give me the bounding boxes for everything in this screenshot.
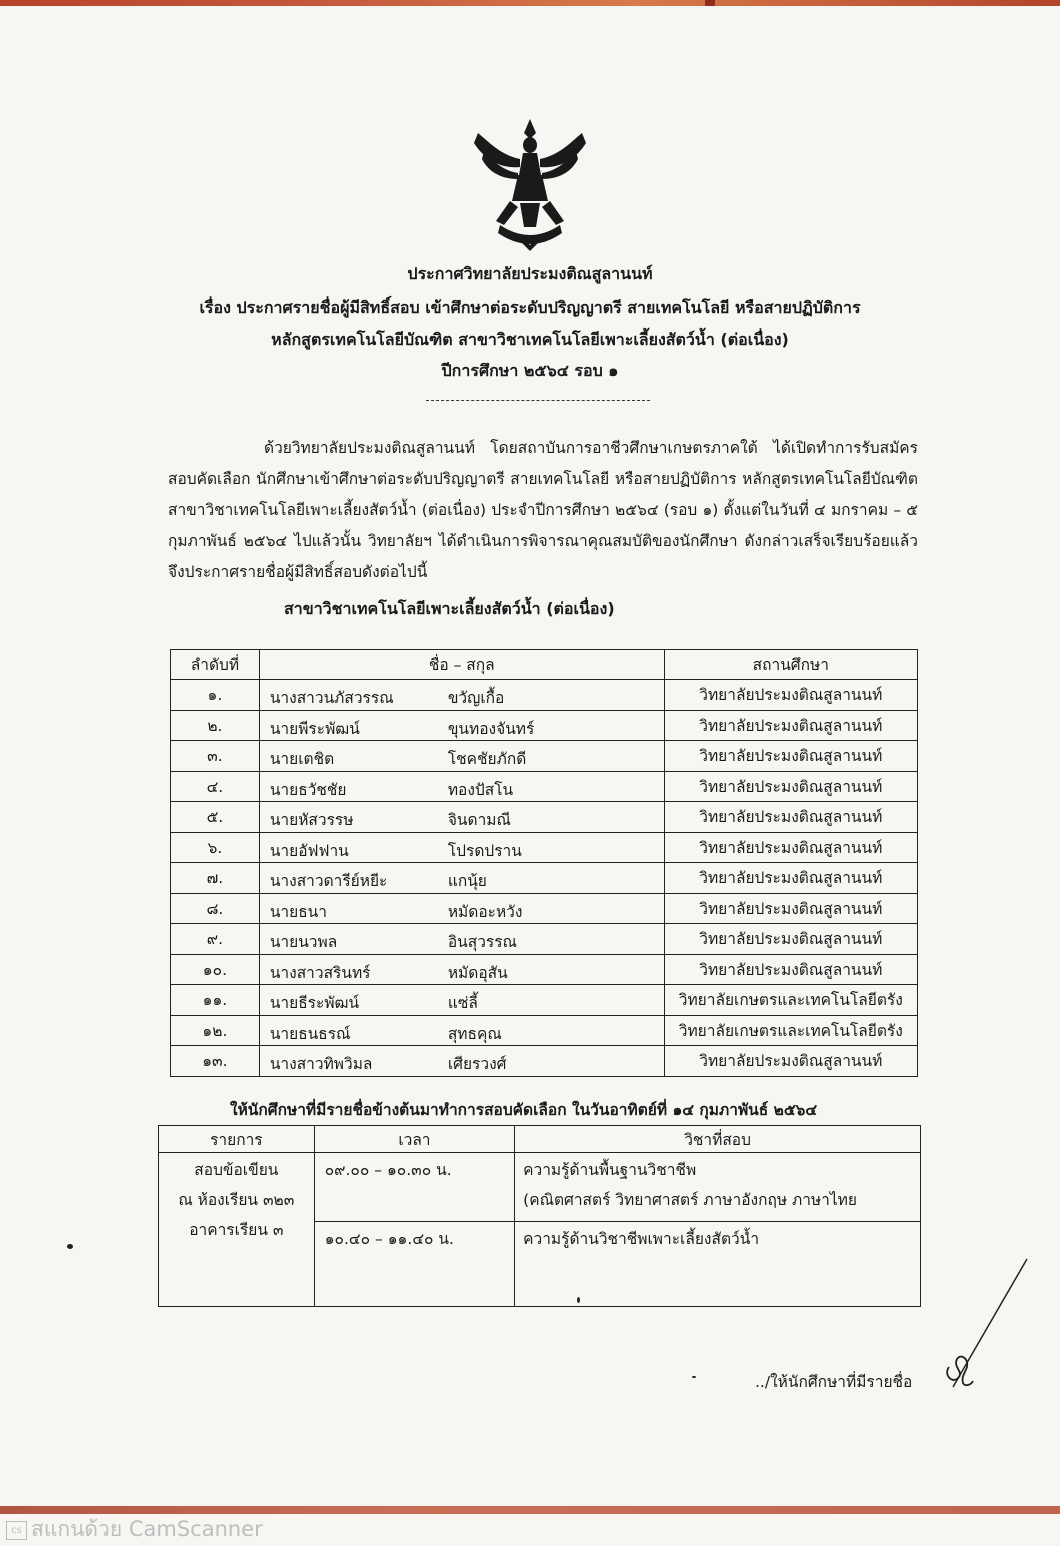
candidate-number: ๘. bbox=[171, 893, 260, 924]
candidate-first-name: นายธีระพัฒน์ bbox=[269, 994, 360, 1012]
candidate-last-name: โปรดปราน bbox=[447, 841, 522, 860]
candidate-row bbox=[171, 893, 918, 924]
exam-instruction: ให้นักศึกษาที่มีรายชื่อข้างต้นมาทำการสอบคัดเลือก ในวันอาทิตย์ที่ ๑๔ กุมภาพันธ์ ๒๕๖๔ bbox=[230, 1101, 818, 1119]
candidate-last-name: เศียรวงศ์ bbox=[447, 1055, 507, 1073]
candidate-first-name: นางสาวสรินทร์ bbox=[269, 963, 371, 982]
signature-mark bbox=[935, 1255, 1035, 1395]
exam-header-row bbox=[159, 1126, 921, 1153]
candidate-number: ๓. bbox=[171, 741, 260, 772]
candidate-first-name: นายธนธรณ์ bbox=[269, 1024, 351, 1043]
exam-item-building: อาคารเรียน ๓ bbox=[189, 1221, 284, 1239]
candidate-row bbox=[171, 741, 918, 772]
col-header-number: ลำดับที่ bbox=[171, 650, 260, 680]
candidate-row bbox=[171, 680, 918, 711]
candidate-number: ๔. bbox=[171, 771, 260, 802]
candidate-school: วิทยาลัยประมงติณสูลานนท์ bbox=[664, 832, 917, 863]
camscanner-logo: cs bbox=[6, 1521, 27, 1540]
candidate-school: วิทยาลัยเกษตรและเทคโนโลยีตรัง bbox=[664, 1015, 917, 1046]
speck bbox=[577, 1297, 580, 1303]
candidate-row bbox=[171, 1015, 918, 1046]
candidate-row bbox=[171, 771, 918, 802]
candidate-school: วิทยาลัยประมงติณสูลานนท์ bbox=[664, 924, 917, 955]
col-header-time: เวลา bbox=[314, 1126, 514, 1153]
speck bbox=[67, 1244, 73, 1249]
candidate-row bbox=[171, 1046, 918, 1077]
candidate-name bbox=[259, 680, 664, 711]
candidate-name bbox=[259, 832, 664, 863]
candidate-last-name: แกนุ้ย bbox=[447, 872, 487, 890]
exam-schedule-table bbox=[158, 1125, 921, 1307]
candidate-school: วิทยาลัยประมงติณสูลานนท์ bbox=[664, 710, 917, 741]
candidate-school: วิทยาลัยประมงติณสูลานนท์ bbox=[664, 771, 917, 802]
candidate-school: วิทยาลัยประมงติณสูลานนท์ bbox=[664, 802, 917, 833]
candidate-last-name: อินสุวรรณ bbox=[447, 933, 517, 951]
camscanner-watermark bbox=[6, 1513, 263, 1546]
candidate-row bbox=[171, 802, 918, 833]
candidate-last-name: สุทธคุณ bbox=[447, 1024, 502, 1043]
candidate-number: ๑๒. bbox=[171, 1015, 260, 1046]
candidate-row bbox=[171, 954, 918, 985]
candidate-name bbox=[259, 1015, 664, 1046]
session1-subject-cell bbox=[515, 1153, 921, 1222]
candidate-first-name: นายหัสวรรษ bbox=[269, 811, 354, 829]
candidate-school: วิทยาลัยประมงติณสูลานนท์ bbox=[664, 680, 917, 711]
announcement-year: ปีการศึกษา ๒๕๖๔ รอบ ๑ bbox=[441, 361, 619, 380]
candidate-school: วิทยาลัยเกษตรและเทคโนโลยีตรัง bbox=[664, 985, 917, 1016]
candidate-number: ๒. bbox=[171, 710, 260, 741]
candidate-last-name: ขุนทองจันทร์ bbox=[447, 719, 535, 738]
session2-subject-cell bbox=[515, 1222, 921, 1307]
candidate-last-name: หมัดอุสัน bbox=[447, 963, 508, 982]
session1-subject: ความรู้ด้านพื้นฐานวิชาชีพ bbox=[523, 1161, 697, 1179]
candidate-name bbox=[259, 954, 664, 985]
candidate-last-name: จินดามณี bbox=[447, 811, 511, 829]
candidate-name bbox=[259, 985, 664, 1016]
candidate-first-name: นายธวัชชัย bbox=[269, 780, 347, 799]
session1-subject-detail: (คณิตศาสตร์ วิทยาศาสตร์ ภาษาอังกฤษ ภาษาไทย bbox=[523, 1191, 857, 1209]
candidate-first-name: นายธนา bbox=[269, 902, 327, 921]
candidate-first-name: นางสาวนภัสวรรณ bbox=[269, 689, 394, 707]
paper-tab bbox=[705, 0, 715, 6]
candidate-school: วิทยาลัยประมงติณสูลานนท์ bbox=[664, 893, 917, 924]
candidate-row bbox=[171, 832, 918, 863]
candidate-last-name: แซ่ลี้ bbox=[447, 994, 478, 1012]
candidate-last-name: หมัดอะหวัง bbox=[447, 902, 523, 921]
candidate-name bbox=[259, 1046, 664, 1077]
candidate-row bbox=[171, 863, 918, 894]
candidate-name bbox=[259, 741, 664, 772]
candidate-header-row bbox=[171, 650, 918, 680]
candidate-last-name: โชคชัยภักดี bbox=[447, 750, 527, 768]
exam-session-row bbox=[159, 1153, 921, 1222]
candidate-name bbox=[259, 710, 664, 741]
exam-item-room: ณ ห้องเรียน ๓๒๓ bbox=[178, 1191, 295, 1209]
candidate-number: ๖. bbox=[171, 832, 260, 863]
session1-time-cell bbox=[314, 1153, 514, 1222]
candidate-first-name: นางสาวดารีย์หยีะ bbox=[269, 872, 388, 890]
candidate-school: วิทยาลัยประมงติณสูลานนท์ bbox=[664, 741, 917, 772]
col-header-item: รายการ bbox=[159, 1126, 315, 1153]
speck bbox=[692, 1376, 696, 1378]
candidate-number: ๑๐. bbox=[171, 954, 260, 985]
session1-time: ๐๙.๐๐ – ๑๐.๓๐ น. bbox=[324, 1161, 452, 1179]
candidate-row bbox=[171, 985, 918, 1016]
announcement-title: ประกาศวิทยาลัยประมงติณสูลานนท์ bbox=[407, 264, 653, 283]
continuation-note: ../ให้นักศึกษาที่มีรายชื่อ bbox=[755, 1373, 913, 1391]
col-header-school: สถานศึกษา bbox=[664, 650, 917, 680]
candidate-number: ๙. bbox=[171, 924, 260, 955]
candidate-number: ๗. bbox=[171, 863, 260, 894]
candidate-name bbox=[259, 771, 664, 802]
candidate-school: วิทยาลัยประมงติณสูลานนท์ bbox=[664, 863, 917, 894]
announcement-program: หลักสูตรเทคโนโลยีบัณฑิต สาขาวิชาเทคโนโลยีเพาะเลี้ยงสัตว์น้ำ (ต่อเนื่อง) bbox=[271, 330, 789, 349]
header-dashed-divider bbox=[426, 400, 650, 401]
camscanner-text: สแกนด้วย CamScanner bbox=[31, 1517, 263, 1541]
announcement-subject: เรื่อง ประกาศรายชื่อผู้มีสิทธิ์สอบ เข้าศึกษาต่อระดับปริญญาตรี สายเทคโนโลยี หรือสายปฏิบัติการ bbox=[199, 298, 861, 317]
intro-paragraph: ด้วยวิทยาลัยประมงติณสูลานนท์ โดยสถาบันการอาชีวศึกษาเกษตรภาคใต้ ได้เปิดทำการรับสมัครสอบคัดเลือก นักศึกษาเข้าศึกษาต่อระดับปริญญาตรี สายเทคโนโลยี หรือสายปฏิบัติการ หลักสูตรเทคโนโลยีบัณฑิต สาขาวิชาเทคโนโลยีเพาะเลี้ยงสัตว์น้ำ (ต่อเนื่อง) ประจำปีการศึกษา ๒๕๖๔ (รอบ ๑) ตั้งแต่ในวันที่ ๔ มกราคม – ๕ กุมภาพันธ์ ๒๕๖๔ ไปแล้วนั้น วิทยาลัยฯ ได้ดำเนินการพิจารณาคุณสมบัติของนักศึกษา ดังกล่าวเสร็จเรียบร้อยแล้ว จึงประกาศรายชื่อผู้มีสิทธิ์สอบดังต่อไปนี้ bbox=[168, 439, 918, 581]
candidate-table bbox=[170, 649, 918, 1077]
candidate-row bbox=[171, 710, 918, 741]
session2-time: ๑๐.๔๐ – ๑๑.๔๐ น. bbox=[324, 1230, 454, 1248]
candidate-first-name: นายอัฟฟาน bbox=[269, 841, 349, 860]
candidate-first-name: นางสาวทิพวิมล bbox=[269, 1055, 373, 1073]
candidate-name bbox=[259, 802, 664, 833]
col-header-name: ชื่อ – สกุล bbox=[259, 650, 664, 680]
garuda-emblem bbox=[470, 115, 590, 255]
candidate-number: ๑๑. bbox=[171, 985, 260, 1016]
candidate-row bbox=[171, 924, 918, 955]
candidate-name bbox=[259, 893, 664, 924]
candidate-number: ๑๓. bbox=[171, 1046, 260, 1077]
session2-time-cell bbox=[314, 1222, 514, 1307]
candidate-first-name: นายพีระพัฒน์ bbox=[269, 719, 360, 738]
candidate-last-name: ขวัญเกื้อ bbox=[447, 689, 505, 707]
candidate-rows bbox=[171, 680, 918, 1077]
candidate-first-name: นายนวพล bbox=[269, 933, 338, 951]
session2-subject: ความรู้ด้านวิชาชีพเพาะเลี้ยงสัตว์น้ำ bbox=[523, 1230, 760, 1248]
candidate-name bbox=[259, 863, 664, 894]
candidate-last-name: ทองปัสโน bbox=[447, 780, 514, 799]
candidate-first-name: นายเตชิต bbox=[269, 750, 335, 768]
exam-item-type: สอบข้อเขียน bbox=[194, 1161, 279, 1179]
candidate-name bbox=[259, 924, 664, 955]
paper-edge-top bbox=[0, 0, 1060, 6]
exam-item-cell bbox=[159, 1153, 315, 1307]
program-subheading: สาขาวิชาเทคโนโลยีเพาะเลี้ยงสัตว์น้ำ (ต่อเนื่อง) bbox=[284, 599, 615, 618]
candidate-school: วิทยาลัยประมงติณสูลานนท์ bbox=[664, 1046, 917, 1077]
candidate-number: ๕. bbox=[171, 802, 260, 833]
col-header-subject: วิชาที่สอบ bbox=[515, 1126, 921, 1153]
candidate-number: ๑. bbox=[171, 680, 260, 711]
candidate-school: วิทยาลัยประมงติณสูลานนท์ bbox=[664, 954, 917, 985]
